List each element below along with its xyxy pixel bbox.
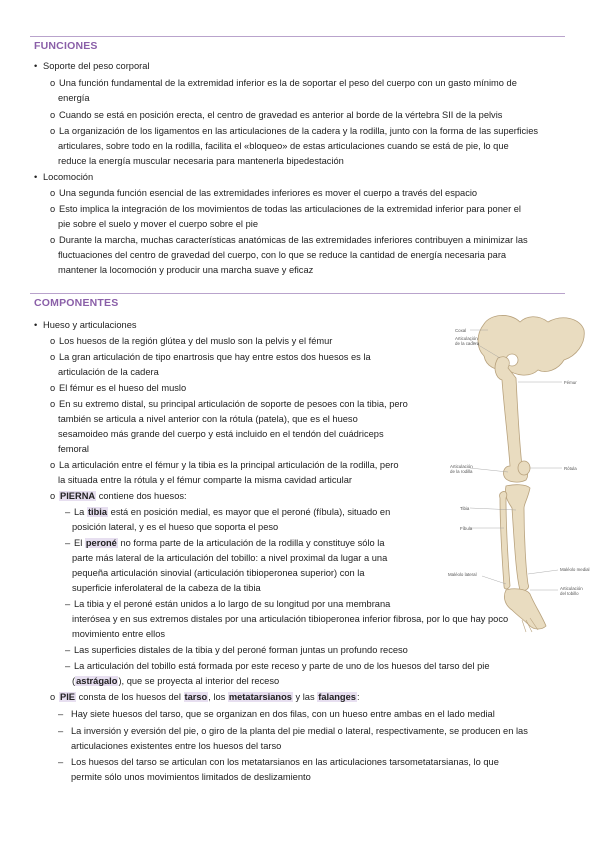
list-item: o La gran articulación de tipo enartrosis que hay entre estos dos huesos es la [50,352,371,362]
section-title-componentes: COMPONENTES [34,297,119,309]
list-item: o Esto implica la integración de los movimientos de todas las articulaciones de la extremidad inferior para poner el [50,204,521,214]
list-item: articulaciones existentes entre los huesos del tarso [71,741,282,751]
list-item: superficie inferolateral de la cabeza de la tibia [72,583,261,593]
list-item: articulares, sobre todo en la rodilla, facilita el «bloqueo» de estas articulaciones cuando se está de pie, lo que [58,141,509,151]
list-item: – El peroné no forma parte de la articulación de la rodilla y constituye sólo la [65,538,385,548]
list-item: • Locomoción [34,172,94,182]
list-item: posición lateral, y es el hueso que soporta el peso [72,522,279,532]
list-item: energía [58,93,90,103]
list-item: (astrágalo), que se proyecta al interior del receso [72,676,280,686]
label-maleolo-lateral: Maléolo lateral [448,572,477,577]
list-item: articulación de la cadera [58,367,159,377]
list-item: movimiento entre ellos [72,629,166,639]
list-item: – La tibia y el peroné están unidos a lo largo de su longitud por una membrana [65,599,391,609]
foot-bones [504,589,546,629]
list-item: o La articulación entre el fémur y la tibia es la principal articulación de la rodilla, pero [50,460,399,470]
label-cadera-2: de la cadera [455,341,480,346]
pierna-heading: o PIERNA contiene dos huesos: [50,491,187,501]
label-maleolo-medial: Maléolo medial [560,567,590,572]
label-tibia: Tibia [460,506,470,511]
list-item: – Las superficies distales de la tibia y del peroné forman juntas un profundo receso [65,645,408,655]
label-tobillo-2: del tobillo [560,591,579,596]
label-cadera: Articulación [455,336,478,341]
section-rule [30,36,565,37]
list-item: o Una función fundamental de la extremidad inferior es la de soportar el peso del cuerpo con un gasto mínimo de [50,78,517,88]
list-item: o Cuando se está en posición erecta, el centro de gravedad es anterior al borde de la vértebra SII de la pelvis [50,110,503,120]
pie-label: PIE [60,692,75,702]
label-coxal: Coxal [455,328,467,333]
pelvis-bone [478,315,584,375]
label-rotula: Rótula [564,466,577,471]
list-item: – La tibia está en posición medial, es mayor que el peroné (fíbula), situado en [65,507,391,517]
section-title-funciones: FUNCIONES [34,40,98,52]
list-item: o Durante la marcha, muchas características anatómicas de las extremidades inferiores contribuyen a minimizar las [50,235,528,245]
list-item: • Soporte del peso corporal [34,61,150,71]
list-item: – La inversión y eversión del pie, o giro de la planta del pie medial o lateral, respectivamente, se producen en las [58,726,528,736]
list-item: mantener la locomoción y producir una marcha suave y eficaz [58,265,314,275]
pierna-label: PIERNA [60,491,96,501]
section-rule [30,293,565,294]
lower-limb-skeleton-figure [446,308,598,638]
list-item: la situada entre la rótula y el fémur comparte la misma cavidad articular [58,475,353,485]
label-rodilla: Articulación [450,464,473,469]
label-rodilla-2: de la rodilla [450,469,473,474]
list-item: o La organización de los ligamentos en las articulaciones de la cadera y la rodilla, junto con la forma de las superficies [50,126,539,136]
list-item: o El fémur es el hueso del muslo [50,383,187,393]
patella-bone [518,461,530,475]
label-tobillo: Articulación [560,586,583,591]
list-item: también se articula a nivel anterior con la rótula (patela), que es el hueso [58,414,358,424]
list-item: femoral [58,444,90,454]
label-femur: Fémur [564,380,577,385]
list-item: permite sólo unos movimientos limitados de deslizamiento [71,772,311,782]
list-item: • Hueso y articulaciones [34,320,137,330]
list-item: – La articulación del tobillo está formada por este receso y parte de uno de los huesos del tarso del pie [65,661,490,671]
list-item: o En su extremo distal, su principal articulación de soporte de pesoes con la tibia, pero [50,399,408,409]
list-item: reduce la energía muscular necesaria para mantenerla bipedestación [58,156,344,166]
pie-heading: o PIE consta de los huesos del tarso, los metatarsianos y las falanges: [50,692,360,702]
list-item: o Una segunda función esencial de las extremidades inferiores es mover el cuerpo a través del espacio [50,188,478,198]
list-item: – Los huesos del tarso se articulan con los metatarsianos en las articulaciones tarsometatarsianas, lo que [58,757,499,767]
list-item: sesamoideo más grande del cuerpo y está incluido en el tendón del cuádriceps [58,429,384,439]
label-fibula: Fíbula [460,526,473,531]
list-item: parte más lateral de la articulación del tobillo: a nivel proximal da lugar a una [72,553,388,563]
list-item: o Los huesos de la región glútea y del muslo son la pelvis y el fémur [50,336,333,346]
list-item: pie sobre el suelo y mover el cuerpo sobre el pie [58,219,258,229]
fibula-bone [500,491,510,589]
list-item: fluctuaciones del centro de gravedad del cuerpo, con lo que se reduce la cantidad de energía necesaria para [58,250,507,260]
list-item: – Hay siete huesos del tarso, que se organizan en dos filas, con un hueso entre ambas en el lado medial [58,709,495,719]
list-item: pequeña articulación sinovial (articulación tibioperonea superior) con la [72,568,365,578]
list-item: interósea y en sus extremos distales por una articulación tibioperonea inferior fibrosa, por lo que hay poco [72,614,509,624]
